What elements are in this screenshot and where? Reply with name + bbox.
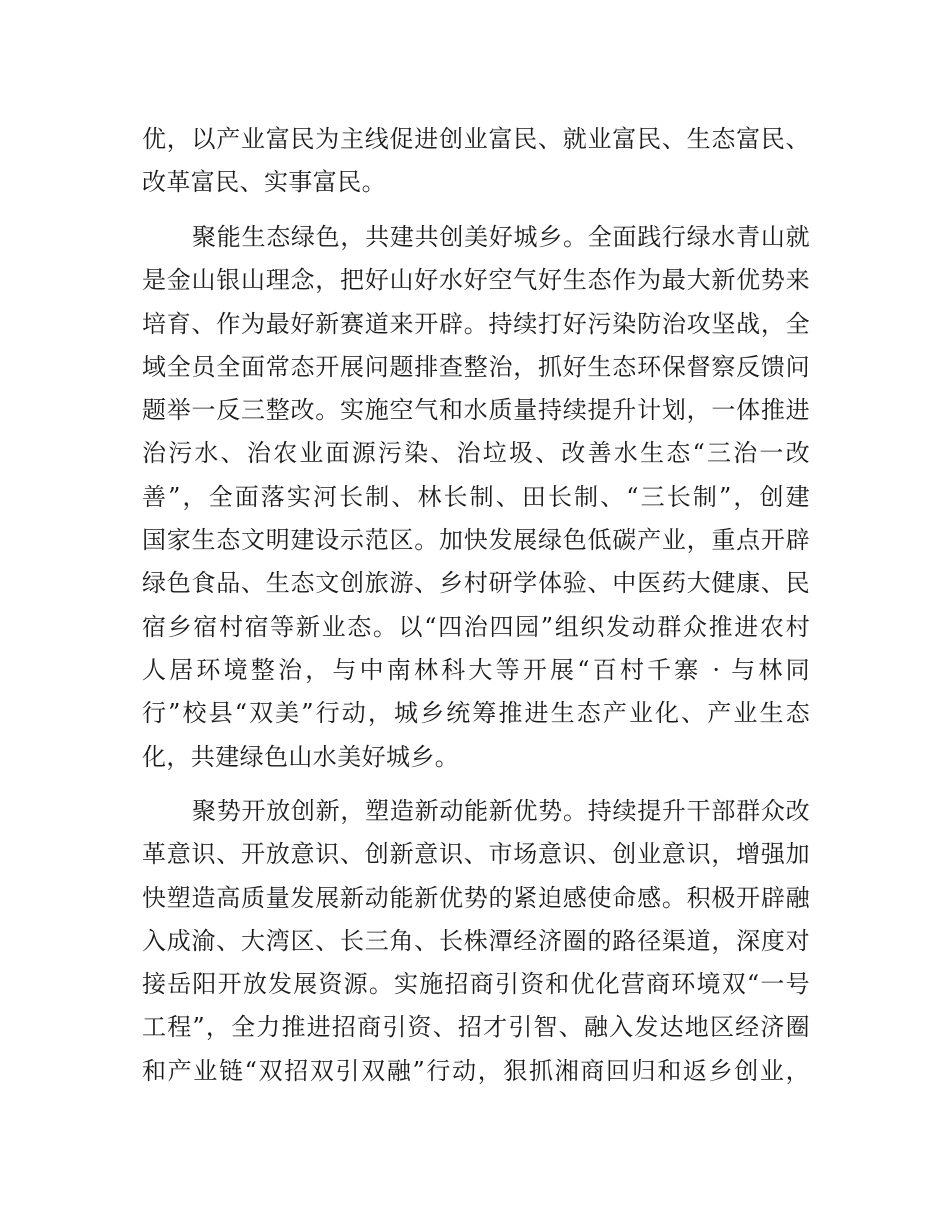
text-line: 宿乡宿村宿等新业态。以“四治四园”组织发动群众推进农村	[142, 612, 810, 641]
text-line: 接岳阳开放发展资源。实施招商引资和优化营商环境双“一号	[142, 970, 810, 999]
paragraph-continuation	[142, 118, 810, 205]
text-line: 善”，全面落实河长制、林长制、田长制、“三长制”，创建	[142, 482, 810, 511]
text-line: 化，共建绿色山水美好城乡。	[142, 742, 460, 771]
text-line: 绿色食品、生态文创旅游、乡村研学体验、中医药大健康、民	[142, 569, 810, 598]
paragraph-opening	[142, 790, 810, 1093]
text-line: 工程”，全力推进招商引资、招才引智、融入发达地区经济圈	[142, 1013, 810, 1042]
text-line: 和产业链“双招双引双融”行动，狠抓湘商回归和返乡创业，	[142, 1056, 810, 1085]
text-line: 革意识、开放意识、创新意识、市场意识、创业意识，增强加	[142, 840, 810, 869]
text-line: 人居环境整治，与中南林科大等开展“百村千寨 · 与林同	[142, 655, 810, 684]
text-line: 治污水、治农业面源污染、治垃圾、改善水生态“三治一改	[142, 439, 810, 468]
text-line: 是金山银山理念，把好山好水好空气好生态作为最大新优势来	[142, 266, 810, 295]
text-line: 优，以产业富民为主线促进创业富民、就业富民、生态富民、	[142, 125, 810, 153]
text-line: 快塑造高质量发展新动能新优势的紧迫感使命感。积极开辟融	[142, 883, 810, 912]
text-line: 聚能生态绿色，共建共创美好城乡。全面践行绿水青山就	[192, 223, 810, 251]
text-line: 入成渝、大湾区、长三角、长株潭经济圈的路径渠道，深度对	[142, 926, 810, 955]
text-line: 培育、作为最好新赛道来开辟。持续打好污染防治攻坚战，全	[142, 309, 810, 338]
paragraph-ecology	[142, 216, 810, 779]
text-line: 行”校县“双美”行动，城乡统筹推进生态产业化、产业生态	[142, 699, 810, 728]
text-line: 聚势开放创新，塑造新动能新优势。持续提升干部群众改	[192, 797, 810, 825]
text-line: 国家生态文明建设示范区。加快发展绿色低碳产业，重点开辟	[142, 526, 810, 555]
text-line: 改革富民、实事富民。	[142, 168, 386, 197]
text-line: 域全员全面常态开展问题排查整治，抓好生态环保督察反馈问	[142, 352, 810, 381]
text-line: 题举一反三整改。实施空气和水质量持续提升计划，一体推进	[142, 396, 810, 425]
